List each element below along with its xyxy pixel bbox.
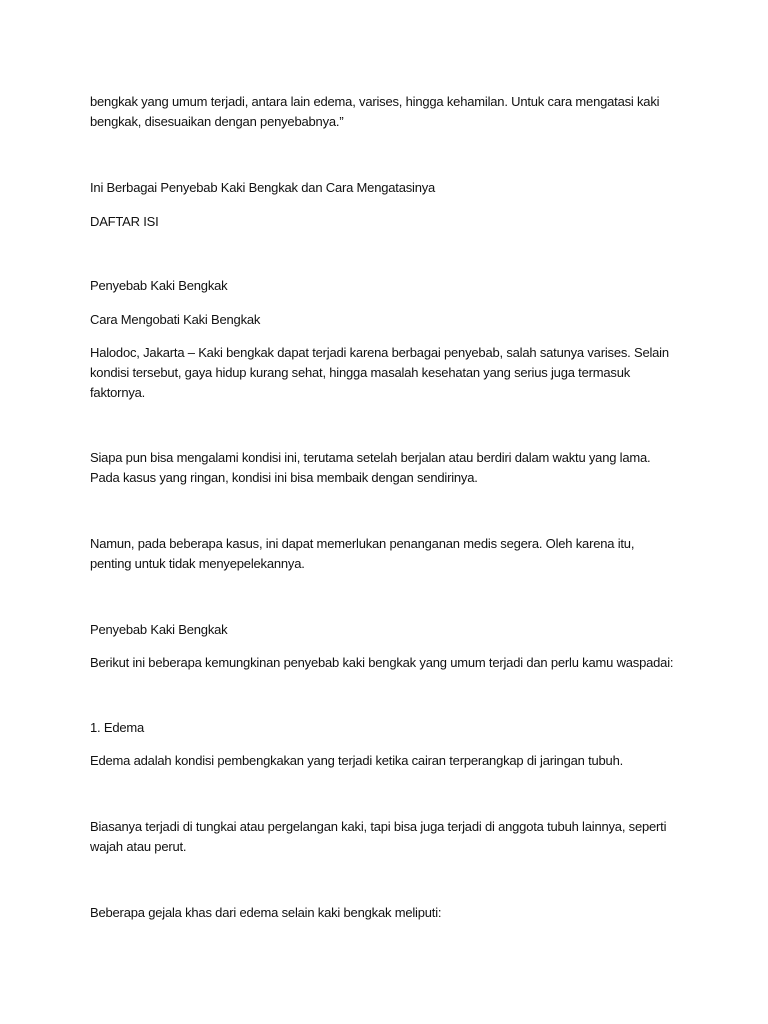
- paragraph-1: [90, 343, 690, 403]
- paragraph-5: Edema adalah kondisi pembengkakan yang terjadi ketika cairan terperangkap di jaringan tubuh.: [90, 753, 624, 768]
- paragraph-3: [90, 534, 690, 574]
- toc-item-cara-mengobati: Cara Mengobati Kaki Bengkak: [90, 312, 261, 327]
- text-line: bengkak, disesuaikan dengan penyebabnya.”: [90, 114, 344, 129]
- text-line: wajah atau perut.: [90, 839, 187, 854]
- paragraph-4: Berikut ini beberapa kemungkinan penyebab kaki bengkak yang umum terjadi dan perlu kamu waspadai:: [90, 655, 674, 670]
- paragraph-7: Beberapa gejala khas dari edema selain kaki bengkak meliputi:: [90, 905, 442, 920]
- article-title: Ini Berbagai Penyebab Kaki Bengkak dan Cara Mengatasinya: [90, 180, 436, 195]
- text-line: Siapa pun bisa mengalami kondisi ini, terutama setelah berjalan atau berdiri dalam waktu yang lama.: [90, 450, 651, 465]
- paragraph-6: [90, 817, 690, 857]
- toc-heading: DAFTAR ISI: [90, 214, 159, 229]
- subheading-edema: 1. Edema: [90, 720, 145, 735]
- text-line: faktornya.: [90, 385, 146, 400]
- intro-paragraph: [90, 92, 690, 132]
- toc-item-penyebab: Penyebab Kaki Bengkak: [90, 278, 228, 293]
- text-line: Pada kasus yang ringan, kondisi ini bisa membaik dengan sendirinya.: [90, 470, 478, 485]
- section-heading: Penyebab Kaki Bengkak: [90, 622, 228, 637]
- text-line: Biasanya terjadi di tungkai atau pergelangan kaki, tapi bisa juga terjadi di anggota tubuh lainnya, seperti: [90, 819, 667, 834]
- text-line: Namun, pada beberapa kasus, ini dapat memerlukan penanganan medis segera. Oleh karena itu,: [90, 536, 635, 551]
- text-line: bengkak yang umum terjadi, antara lain edema, varises, hingga kehamilan. Untuk cara mengatasi kaki: [90, 94, 660, 109]
- text-line: Halodoc, Jakarta – Kaki bengkak dapat terjadi karena berbagai penyebab, salah satunya varises. Selain: [90, 345, 669, 360]
- text-line: penting untuk tidak menyepelekannya.: [90, 556, 305, 571]
- text-line: kondisi tersebut, gaya hidup kurang sehat, hingga masalah kesehatan yang serius juga termasuk: [90, 365, 631, 380]
- paragraph-2: [90, 448, 690, 488]
